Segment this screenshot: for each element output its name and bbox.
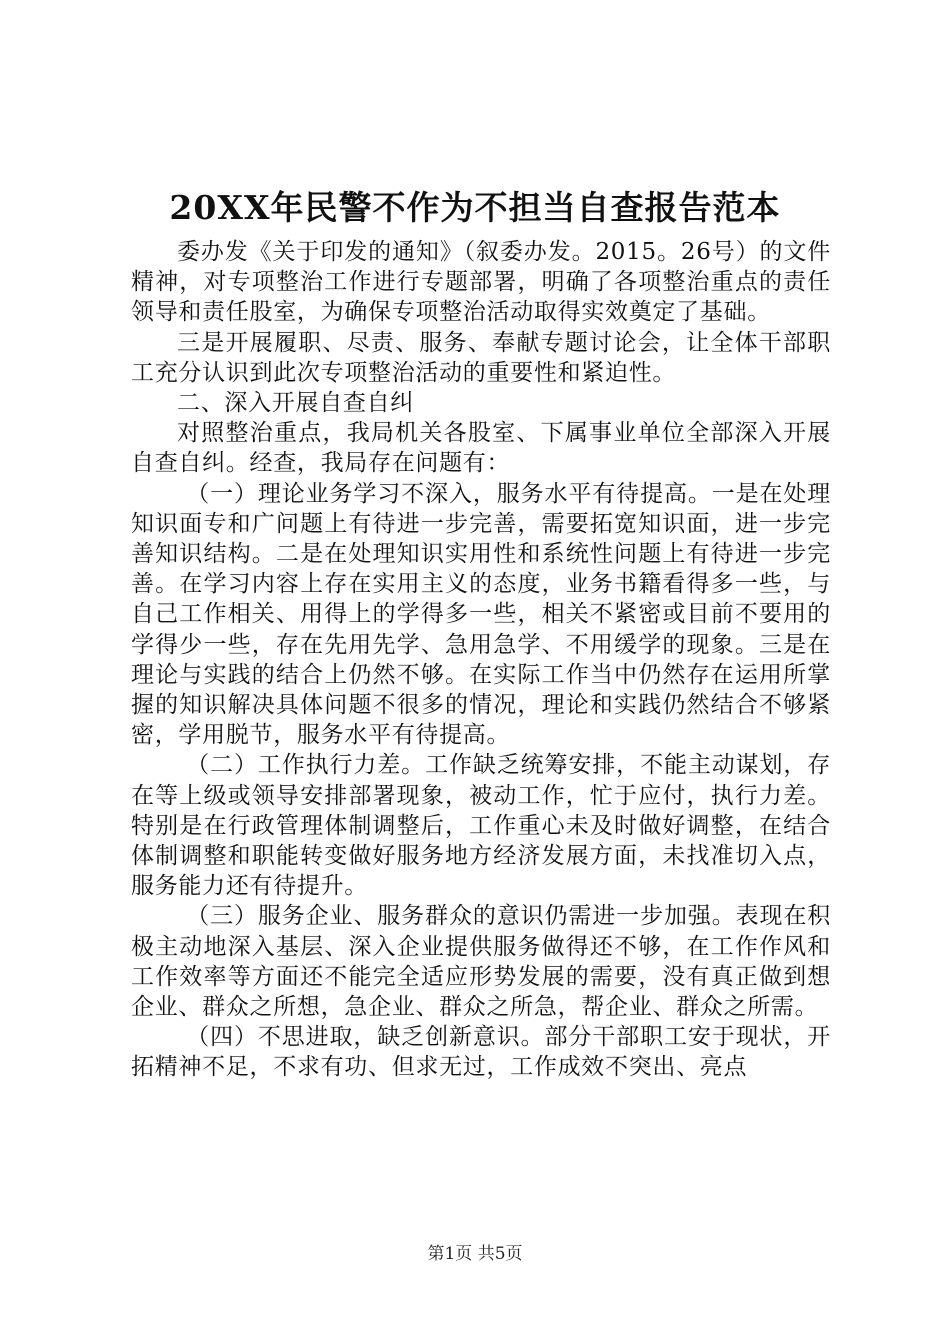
paragraph-issue-3: （三）服务企业、服务群众的意识仍需进一步加强。表现在积极主动地深入基层、深入企业提供服务做得还不够，在工作作风和工作效率等方面还不能完全适应形势发展的需要，没有真正做到想企业、群众之所想，急企业、群众之所急，帮企业、群众之所需。 <box>131 903 831 1021</box>
paragraph-discussion: 三是开展履职、尽责、服务、奉献专题讨论会，让全体干部职工充分认识到此次专项整治活动的重要性和紧迫性。 <box>131 329 831 386</box>
paragraph-issue-2: （二）工作执行力差。工作缺乏统筹安排，不能主动谋划，存在等上级或领导安排部署现象，被动工作，忙于应付，执行力差。特别是在行政管理体制调整后，工作重心未及时做好调整，在结合体制调整和职能转变做好服务地方经济发展方面，未找准切入点，服务能力还有待提升。 <box>131 752 831 900</box>
paragraph-self-check: 对照整治重点，我局机关各股室、下属事业单位全部深入开展自查自纠。经查，我局存在问题有： <box>131 420 831 477</box>
document-title: 20XX年民警不作为不担当自查报告范本 <box>169 188 781 227</box>
section-heading-self-check: 二、深入开展自查自纠 <box>177 390 414 417</box>
paragraph-issue-1: （一）理论业务学习不深入，服务水平有待提高。一是在处理知识面专和广问题上有待进一步完善，需要拓宽知识面，进一步完善知识结构。二是在处理知识实用性和系统性问题上有待进一步完善。在学习内容上存在实用主义的态度，业务书籍看得多一些，与自己工作相关、用得上的学得多一些，相关不紧密或目前不要用的学得少一些，存在先用先学、急用急学、不用缓学的现象。三是在理论与实践的结合上仍然不够。在实际工作当中仍然存在运用所掌握的知识解决具体问题不很多的情况，理论和实践仍然结合不够紧密，学用脱节，服务水平有待提高。 <box>131 480 831 749</box>
paragraph-issue-4: （四）不思进取，缺乏创新意识。部分干部职工安于现状，开拓精神不足，不求有功、但求无过，工作成效不突出、亮点 <box>131 1024 831 1081</box>
document-body <box>131 237 831 1083</box>
page-number-footer: 第1页 共5页 <box>427 1244 523 1264</box>
paragraph-intro: 委办发《关于印发的通知》（叙委办发。2015。26号）的文件精神，对专项整治工作进行专题部署，明确了各项整治重点的责任领导和责任股室，为确保专项整治活动取得实效奠定了基础。 <box>131 239 831 326</box>
